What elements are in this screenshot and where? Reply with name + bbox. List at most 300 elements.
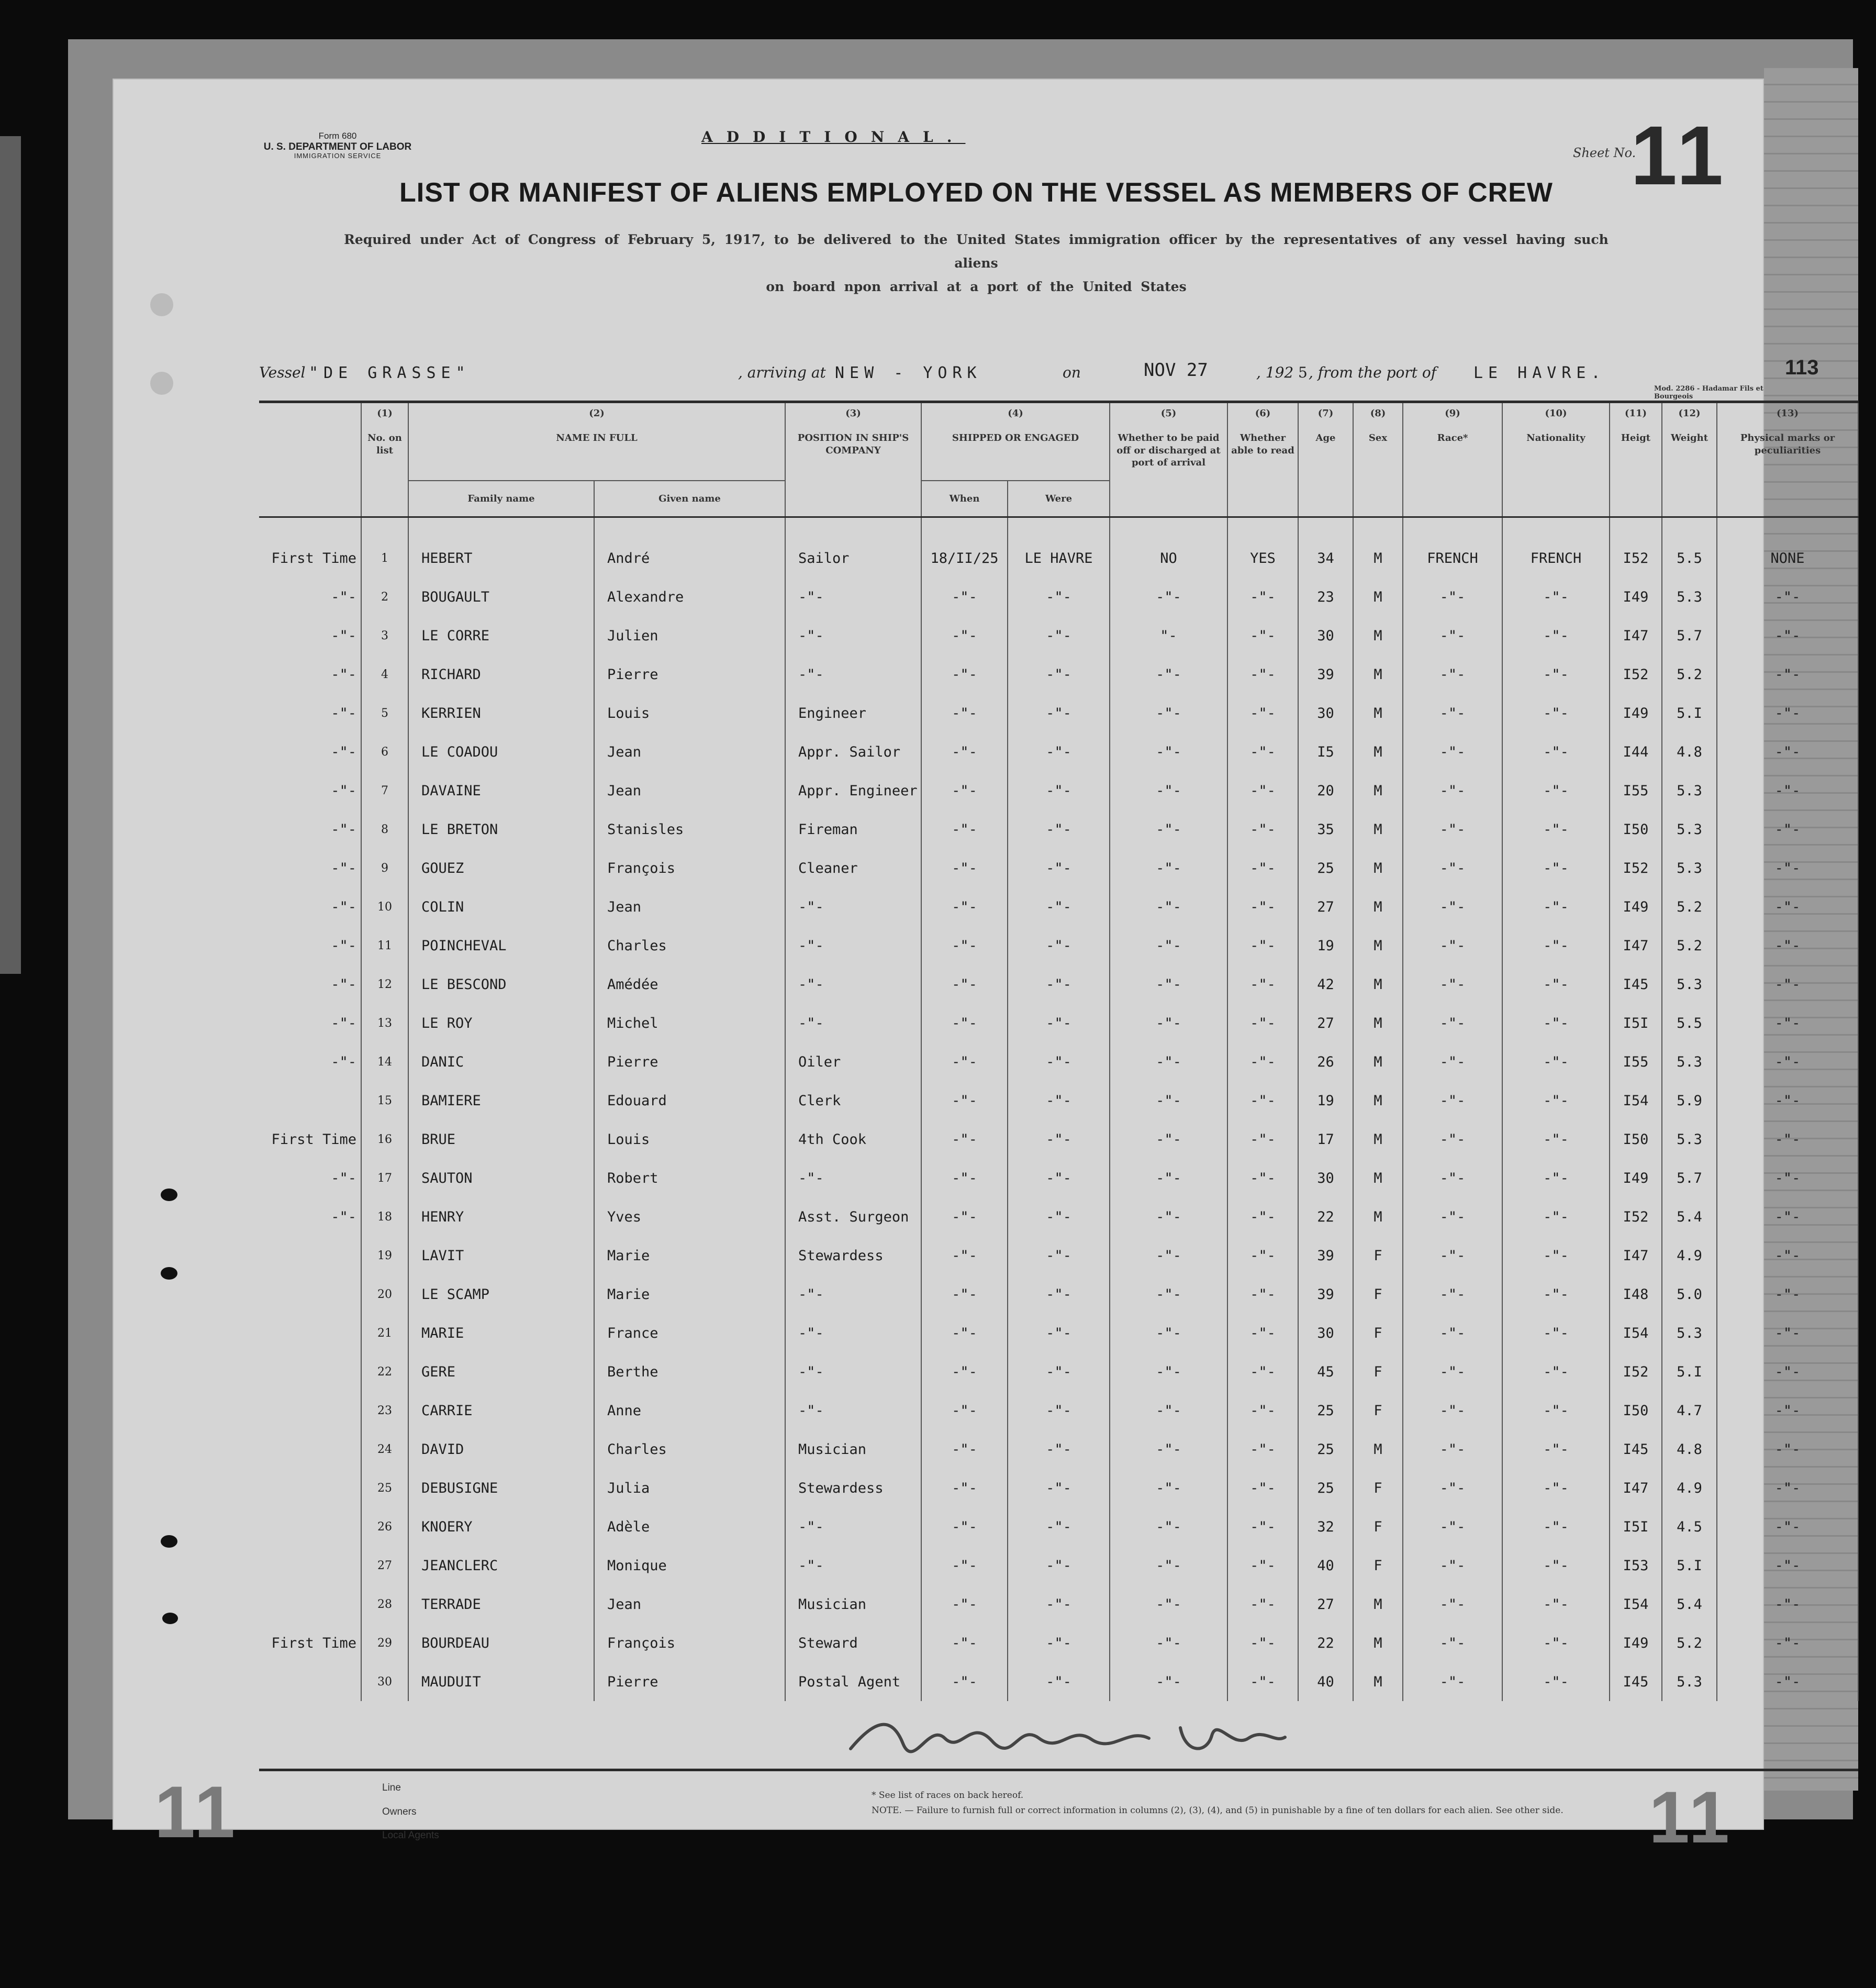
column-number: (7)	[1317, 408, 1334, 419]
position: 4th Cook	[785, 1120, 921, 1159]
height: I52	[1610, 849, 1662, 887]
age: 39	[1298, 1236, 1353, 1275]
paid-off: -"-	[1110, 1507, 1227, 1546]
nationality: -"-	[1502, 577, 1610, 616]
position: -"-	[785, 1004, 921, 1042]
given-name: Monique	[594, 1546, 785, 1585]
sex: M	[1353, 1081, 1403, 1120]
row-number: 13	[361, 1004, 408, 1042]
department-name: U. S. DEPARTMENT OF LABOR	[263, 141, 412, 152]
signature	[845, 1707, 1316, 1764]
manifest-page	[113, 79, 1835, 1858]
height: I52	[1610, 1197, 1662, 1236]
given-name: Charles	[594, 1430, 785, 1469]
position: Asst. Surgeon	[785, 1197, 921, 1236]
height: I49	[1610, 577, 1662, 616]
age: 39	[1298, 655, 1353, 694]
position: -"-	[785, 1159, 921, 1197]
paid-off: -"-	[1110, 810, 1227, 849]
subtitle-line: Required under Act of Congress of February 5, 1917, to be delivered to the United States immigration officer by the representatives of any vessel having such aliens	[344, 232, 1609, 271]
weight: 4.5	[1662, 1507, 1717, 1546]
age: 23	[1298, 577, 1353, 616]
able-to-read: -"-	[1227, 1507, 1298, 1546]
note-cell: First Time	[271, 1131, 356, 1148]
table-row	[259, 1546, 1858, 1585]
shipped-where: -"-	[1008, 1275, 1110, 1314]
shipped-when: -"-	[921, 1507, 1008, 1546]
weight: 4.8	[1662, 732, 1717, 771]
physical-marks: -"-	[1717, 1197, 1858, 1236]
row-number: 27	[361, 1546, 408, 1585]
shipped-when: -"-	[921, 1275, 1008, 1314]
table-row	[259, 1662, 1858, 1701]
paid-off: -"-	[1110, 1314, 1227, 1352]
table-row	[259, 1352, 1858, 1391]
family-name: KERRIEN	[408, 694, 594, 732]
sex: M	[1353, 517, 1403, 578]
weight: 4.8	[1662, 1430, 1717, 1469]
family-name: HEBERT	[408, 517, 594, 578]
sex: M	[1353, 1120, 1403, 1159]
note-cell: -"-	[331, 627, 356, 644]
weight: 5.5	[1662, 517, 1717, 578]
weight: 5.3	[1662, 1662, 1717, 1701]
page-subtitle	[322, 228, 1631, 298]
race: -"-	[1403, 1624, 1502, 1662]
sex: M	[1353, 1159, 1403, 1197]
shipped-when: 18/II/25	[921, 517, 1008, 578]
nationality: -"-	[1502, 887, 1610, 926]
race: -"-	[1403, 616, 1502, 655]
family-name: DANIC	[408, 1042, 594, 1081]
physical-marks: -"-	[1717, 1236, 1858, 1275]
punch-hole	[161, 1267, 177, 1280]
shipped-when: -"-	[921, 926, 1008, 965]
table-row	[259, 1624, 1858, 1662]
row-number: 23	[361, 1391, 408, 1430]
nationality: -"-	[1502, 1624, 1610, 1662]
physical-marks: NONE	[1717, 517, 1858, 578]
physical-marks: -"-	[1717, 1120, 1858, 1159]
paid-off: -"-	[1110, 1391, 1227, 1430]
able-to-read: -"-	[1227, 887, 1298, 926]
table-row	[259, 1507, 1858, 1546]
weight: 5.5	[1662, 1004, 1717, 1042]
column-number: (12)	[1678, 408, 1701, 419]
position: -"-	[785, 1507, 921, 1546]
height: I49	[1610, 1624, 1662, 1662]
shipped-where: -"-	[1008, 1585, 1110, 1624]
race: -"-	[1403, 1469, 1502, 1507]
note-cell	[259, 1430, 361, 1469]
given-name: Alexandre	[594, 577, 785, 616]
family-name: COLIN	[408, 887, 594, 926]
table-row	[259, 1585, 1858, 1624]
column-number: (3)	[845, 408, 861, 419]
table-body	[259, 517, 1858, 1702]
table-row	[259, 517, 1858, 578]
table-row	[259, 577, 1858, 616]
position: Sailor	[785, 517, 921, 578]
nationality: -"-	[1502, 810, 1610, 849]
able-to-read: -"-	[1227, 655, 1298, 694]
height: I53	[1610, 1546, 1662, 1585]
note-cell	[259, 1352, 361, 1391]
shipped-when: -"-	[921, 1120, 1008, 1159]
row-number: 25	[361, 1469, 408, 1507]
header-name-in-full	[408, 402, 785, 481]
physical-marks: -"-	[1717, 1585, 1858, 1624]
weight: 5.2	[1662, 926, 1717, 965]
sex: M	[1353, 616, 1403, 655]
sex: F	[1353, 1314, 1403, 1352]
sex: M	[1353, 1624, 1403, 1662]
age: 30	[1298, 1314, 1353, 1352]
able-to-read: -"-	[1227, 1004, 1298, 1042]
age: 30	[1298, 616, 1353, 655]
position: -"-	[785, 655, 921, 694]
age: 32	[1298, 1507, 1353, 1546]
height: I45	[1610, 1662, 1662, 1701]
paid-off: -"-	[1110, 1275, 1227, 1314]
sex: M	[1353, 1662, 1403, 1701]
note-cell	[259, 1391, 361, 1430]
family-name: JEANCLERC	[408, 1546, 594, 1585]
height: I5I	[1610, 1004, 1662, 1042]
given-name: Amédée	[594, 965, 785, 1004]
nationality: -"-	[1502, 1585, 1610, 1624]
position: -"-	[785, 1546, 921, 1585]
position: Fireman	[785, 810, 921, 849]
sex: M	[1353, 849, 1403, 887]
physical-marks: -"-	[1717, 616, 1858, 655]
row-number: 16	[361, 1120, 408, 1159]
shipped-where: -"-	[1008, 1314, 1110, 1352]
given-name: Edouard	[594, 1081, 785, 1120]
able-to-read: -"-	[1227, 694, 1298, 732]
header-height	[1610, 402, 1662, 517]
family-name: POINCHEVAL	[408, 926, 594, 965]
physical-marks: -"-	[1717, 1546, 1858, 1585]
sheet-label: Sheet No.	[1573, 146, 1636, 160]
physical-marks: -"-	[1717, 887, 1858, 926]
note-cell	[259, 1314, 361, 1352]
crew-manifest-table	[259, 401, 1858, 1701]
sex: M	[1353, 655, 1403, 694]
header-able-to-read	[1227, 402, 1298, 517]
row-number: 18	[361, 1197, 408, 1236]
nationality: -"-	[1502, 1352, 1610, 1391]
punch-hole	[162, 1613, 178, 1624]
race: -"-	[1403, 926, 1502, 965]
age: 40	[1298, 1546, 1353, 1585]
able-to-read: -"-	[1227, 1275, 1298, 1314]
shipped-when: -"-	[921, 1159, 1008, 1197]
table-row	[259, 1236, 1858, 1275]
family-name: LE SCAMP	[408, 1275, 594, 1314]
physical-marks: -"-	[1717, 926, 1858, 965]
shipped-where: -"-	[1008, 926, 1110, 965]
row-number: 22	[361, 1352, 408, 1391]
shipped-where: -"-	[1008, 1236, 1110, 1275]
race: -"-	[1403, 1391, 1502, 1430]
given-name: Pierre	[594, 1662, 785, 1701]
note-cell	[259, 1585, 361, 1624]
race: -"-	[1403, 1120, 1502, 1159]
punch-hole	[161, 1535, 177, 1548]
paid-off: -"-	[1110, 1430, 1227, 1469]
height: I52	[1610, 1352, 1662, 1391]
table-row	[259, 1159, 1858, 1197]
shipped-when: -"-	[921, 655, 1008, 694]
note-cell: -"-	[331, 937, 356, 954]
page-number: 113	[1785, 356, 1819, 379]
able-to-read: -"-	[1227, 1042, 1298, 1081]
note-cell: -"-	[331, 1053, 356, 1070]
column-title: Weight	[1671, 432, 1708, 444]
position: -"-	[785, 887, 921, 926]
position: Steward	[785, 1624, 921, 1662]
column-number: (10)	[1545, 408, 1567, 419]
header-nationality	[1502, 402, 1610, 517]
age: 45	[1298, 1352, 1353, 1391]
sex: F	[1353, 1546, 1403, 1585]
footer-labels	[382, 1776, 439, 1848]
physical-marks: -"-	[1717, 732, 1858, 771]
able-to-read: -"-	[1227, 1430, 1298, 1469]
row-number: 6	[361, 732, 408, 771]
note-cell: First Time	[271, 550, 356, 567]
able-to-read: -"-	[1227, 1314, 1298, 1352]
able-to-read: -"-	[1227, 616, 1298, 655]
note-cell: -"-	[331, 976, 356, 993]
row-number: 24	[361, 1430, 408, 1469]
column-title: No. on list	[367, 432, 402, 456]
column-number: (9)	[1445, 408, 1460, 419]
height: I54	[1610, 1081, 1662, 1120]
nationality: -"-	[1502, 1236, 1610, 1275]
able-to-read: -"-	[1227, 849, 1298, 887]
note-cell: -"-	[331, 743, 356, 760]
position: Clerk	[785, 1081, 921, 1120]
height: I50	[1610, 810, 1662, 849]
able-to-read: -"-	[1227, 1469, 1298, 1507]
shipped-when: -"-	[921, 1197, 1008, 1236]
given-name: Anne	[594, 1391, 785, 1430]
nationality: -"-	[1502, 1662, 1610, 1701]
height: I45	[1610, 1430, 1662, 1469]
nationality: -"-	[1502, 655, 1610, 694]
form-identifier	[217, 131, 458, 160]
race: -"-	[1403, 1430, 1502, 1469]
race: -"-	[1403, 1585, 1502, 1624]
given-name: Robert	[594, 1159, 785, 1197]
note-cell: -"-	[331, 782, 356, 799]
column-title: Physical marks or peculiarities	[1740, 432, 1835, 456]
position: -"-	[785, 616, 921, 655]
given-name: André	[594, 517, 785, 578]
table-row	[259, 1081, 1858, 1120]
shipped-when: -"-	[921, 810, 1008, 849]
given-name: Jean	[594, 887, 785, 926]
paid-off: -"-	[1110, 1585, 1227, 1624]
race: -"-	[1403, 1042, 1502, 1081]
height: I45	[1610, 965, 1662, 1004]
column-number: (13)	[1776, 408, 1799, 419]
shipped-where: -"-	[1008, 616, 1110, 655]
column-number: (4)	[1008, 408, 1023, 419]
header-family-name: Family name	[408, 481, 594, 517]
column-title: SHIPPED OR ENGAGED	[952, 432, 1079, 444]
able-to-read: -"-	[1227, 1236, 1298, 1275]
able-to-read: -"-	[1227, 1352, 1298, 1391]
physical-marks: -"-	[1717, 1624, 1858, 1662]
shipped-when: -"-	[921, 1585, 1008, 1624]
table-row	[259, 849, 1858, 887]
shipped-where: -"-	[1008, 1042, 1110, 1081]
able-to-read: -"-	[1227, 810, 1298, 849]
shipped-when: -"-	[921, 1662, 1008, 1701]
able-to-read: -"-	[1227, 926, 1298, 965]
table-row	[259, 1042, 1858, 1081]
race: -"-	[1403, 1004, 1502, 1042]
physical-marks: -"-	[1717, 694, 1858, 732]
age: 27	[1298, 887, 1353, 926]
weight: 5.7	[1662, 1159, 1717, 1197]
column-title: Age	[1315, 432, 1336, 444]
height: I47	[1610, 1236, 1662, 1275]
note-cell: -"-	[331, 666, 356, 683]
given-name: Berthe	[594, 1352, 785, 1391]
height: I54	[1610, 1314, 1662, 1352]
position: Oiler	[785, 1042, 921, 1081]
able-to-read: -"-	[1227, 1546, 1298, 1585]
paid-off: -"-	[1110, 1236, 1227, 1275]
given-name: Pierre	[594, 655, 785, 694]
weight: 5.7	[1662, 616, 1717, 655]
shipped-when: -"-	[921, 1430, 1008, 1469]
table-row	[259, 1314, 1858, 1352]
able-to-read: -"-	[1227, 1662, 1298, 1701]
weight: 5.3	[1662, 1120, 1717, 1159]
row-number: 12	[361, 965, 408, 1004]
note-cell: -"-	[331, 1170, 356, 1186]
note-cell: -"-	[331, 898, 356, 915]
penalty-note: NOTE. — Failure to furnish full or correct information in columns (2), (3), (4), and (5) in punishable by a fine of ten dollars for each alien. See other side.	[872, 1805, 1564, 1816]
nationality: -"-	[1502, 1469, 1610, 1507]
height: I5I	[1610, 1507, 1662, 1546]
weight: 5.I	[1662, 694, 1717, 732]
year-label: , 192	[1256, 364, 1294, 381]
vessel-line	[259, 360, 1829, 390]
sex: M	[1353, 1430, 1403, 1469]
shipped-when: -"-	[921, 1469, 1008, 1507]
height: I55	[1610, 771, 1662, 810]
age: 19	[1298, 1081, 1353, 1120]
position: -"-	[785, 1314, 921, 1352]
shipped-when: -"-	[921, 1042, 1008, 1081]
row-number: 10	[361, 887, 408, 926]
nationality: -"-	[1502, 616, 1610, 655]
races-note: * See list of races on back hereof.	[872, 1790, 1024, 1801]
sex: M	[1353, 1042, 1403, 1081]
shipped-where: -"-	[1008, 849, 1110, 887]
shipped-when: -"-	[921, 577, 1008, 616]
race: -"-	[1403, 1275, 1502, 1314]
paid-off: -"-	[1110, 1120, 1227, 1159]
column-title: POSITION IN SHIP'S COMPANY	[797, 432, 909, 456]
vessel-label: Vessel	[259, 364, 306, 381]
physical-marks: -"-	[1717, 1081, 1858, 1120]
nationality: -"-	[1502, 1546, 1610, 1585]
punch-hole	[161, 1189, 177, 1201]
subtitle-line: on board npon arrival at a port of the United States	[766, 279, 1187, 294]
race: -"-	[1403, 1662, 1502, 1701]
given-name: Louis	[594, 694, 785, 732]
table-bottom-rule	[259, 1769, 1858, 1771]
family-name: LE ROY	[408, 1004, 594, 1042]
header-race	[1403, 402, 1502, 517]
age: 17	[1298, 1120, 1353, 1159]
weight: 4.9	[1662, 1469, 1717, 1507]
weight: 5.3	[1662, 771, 1717, 810]
column-number: (6)	[1255, 408, 1271, 419]
given-name: Marie	[594, 1236, 785, 1275]
race: -"-	[1403, 694, 1502, 732]
race: -"-	[1403, 1546, 1502, 1585]
able-to-read: -"-	[1227, 771, 1298, 810]
height: I48	[1610, 1275, 1662, 1314]
owners-label: Owners	[382, 1806, 417, 1817]
form-number: Form 680	[318, 131, 357, 141]
vessel-name: "DE GRASSE"	[309, 364, 471, 382]
shipped-where: -"-	[1008, 771, 1110, 810]
age: 42	[1298, 965, 1353, 1004]
height: I49	[1610, 694, 1662, 732]
nationality: -"-	[1502, 1004, 1610, 1042]
family-name: RICHARD	[408, 655, 594, 694]
row-number: 20	[361, 1275, 408, 1314]
header-where: Were	[1008, 481, 1110, 517]
age: 22	[1298, 1624, 1353, 1662]
note-cell: -"-	[331, 1015, 356, 1031]
table-row	[259, 655, 1858, 694]
height: I47	[1610, 1469, 1662, 1507]
physical-marks: -"-	[1717, 771, 1858, 810]
nationality: -"-	[1502, 1081, 1610, 1120]
given-name: Michel	[594, 1004, 785, 1042]
nationality: -"-	[1502, 1120, 1610, 1159]
height: I52	[1610, 655, 1662, 694]
age: 34	[1298, 517, 1353, 578]
height: I50	[1610, 1391, 1662, 1430]
footer-sheet-number-right: 11	[1649, 1776, 1733, 1858]
height: I52	[1610, 517, 1662, 578]
position: -"-	[785, 1391, 921, 1430]
shipped-where: -"-	[1008, 694, 1110, 732]
position: Appr. Sailor	[785, 732, 921, 771]
sex: M	[1353, 810, 1403, 849]
shipped-when: -"-	[921, 1352, 1008, 1391]
able-to-read: YES	[1227, 517, 1298, 578]
position: -"-	[785, 926, 921, 965]
able-to-read: -"-	[1227, 1624, 1298, 1662]
column-number: (11)	[1624, 408, 1647, 419]
column-number: (5)	[1160, 408, 1177, 419]
height: I49	[1610, 1159, 1662, 1197]
from-port-label: , from the port of	[1309, 364, 1437, 381]
header-position	[785, 402, 921, 517]
